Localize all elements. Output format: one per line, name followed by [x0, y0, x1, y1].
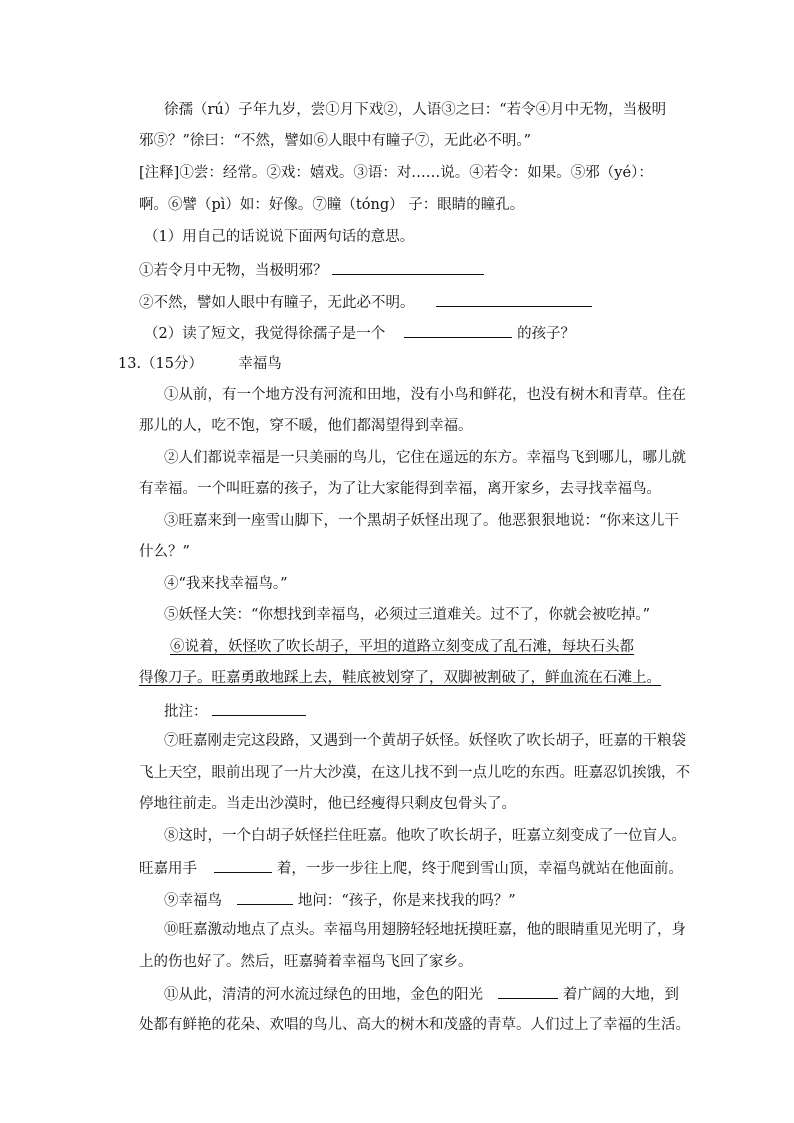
paragraph-7-line-2: 飞上天空，眼前出现了一片大沙漠，在这儿找不到一点儿吃的东西。旺嘉忍饥挨饿，不 [139, 765, 690, 781]
question-1: （1）用自己的话说说下面两句话的意思。 [144, 229, 415, 245]
paragraph-3-line-1: ③旺嘉来到一座雪山脚下，一个黑胡子妖怪出现了。他恶狠狠地说：“你来这儿干 [164, 513, 679, 529]
question-2 [144, 322, 575, 344]
paragraph-9-text-start: ⑨幸福鸟 [164, 893, 222, 909]
paragraph-11-text-end: 着广阔的大地，到 [562, 987, 679, 1003]
annotation-label: 批注： [164, 704, 208, 720]
story-heading [118, 354, 282, 374]
story-title: 幸福鸟 [238, 356, 282, 372]
paragraph-4: ④“我来找幸福鸟。” [164, 576, 288, 592]
paragraph-2-line-1: ②人们都说幸福是一只美丽的鸟儿，它住在遥远的东方。幸福鸟飞到哪儿，哪儿就 [164, 450, 686, 466]
annotation-blank[interactable] [212, 700, 306, 716]
question-2-text-end: 的孩子？ [517, 326, 576, 342]
fill-blank-1[interactable] [214, 857, 272, 873]
classical-text-line-2: 邪⑤？”徐曰：“不然，譬如⑥人眼中有瞳子⑦，无此必不明。” [139, 133, 531, 149]
paragraph-11-text-start: ⑪从此，清清的河水流过绿色的田地，金色的阳光 [164, 987, 483, 1003]
paragraph-2-line-2: 有幸福。一个叫旺嘉的孩子，为了让大家能得到幸福，离开家乡，去寻找幸福鸟。 [139, 481, 661, 497]
paragraph-8-text-start: 旺嘉用手 [139, 861, 197, 877]
paragraph-1-line-1: ①从前，有一个地方没有河流和田地，没有小鸟和鲜花，也没有树木和青草。住在 [164, 387, 686, 403]
paragraph-11-line-2: 处都有鲜艳的花朵、欢唱的鸟儿、高大的树木和茂盛的青草。人们过上了幸福的生活。 [139, 1017, 690, 1033]
fill-blank-2[interactable] [237, 889, 293, 905]
question-1b-text: ②不然，譬如人眼中有瞳子，无此必不明。 [139, 295, 415, 311]
paragraph-9 [164, 889, 516, 911]
answer-blank-1b[interactable] [436, 291, 592, 307]
annotation-line-2: 啊。⑥譬（pì）如：好像。⑦瞳（tóng） 子：眼睛的瞳孔。 [139, 197, 525, 213]
paragraph-8-text-end: 着，一步一步往上爬，终于爬到雪山顶，幸福鸟就站在他面前。 [276, 861, 683, 877]
paragraph-8-line-1: ⑧这时，一个白胡子妖怪拦住旺嘉。他吹了吹长胡子，旺嘉立刻变成了一位盲人。 [164, 828, 686, 844]
paragraph-10-line-2: 上的伤也好了。然后，旺嘉骑着幸福鸟飞回了家乡。 [139, 954, 473, 970]
question-1a-text: ①若令月中无物，当极明邪？ [139, 263, 328, 279]
paragraph-11-line-1 [164, 983, 679, 1005]
question-number: 13.（15分） [118, 356, 204, 372]
paragraph-7-line-3: 停地往前走。当走出沙漠时，他已经瘦得只剩皮包骨头了。 [139, 796, 516, 812]
paragraph-9-text-end: 地问：“孩子，你是来找我的吗？” [297, 893, 516, 909]
paragraph-8-line-2 [139, 857, 683, 879]
paragraph-6-line-1: ⑥说着，妖怪吹了吹长胡子，平坦的道路立刻变成了乱石滩，每块石头都 [170, 639, 634, 655]
question-1a [139, 259, 484, 281]
question-2-text-start: （2）读了短文，我觉得徐孺子是一个 [144, 326, 386, 342]
annotation-line-1: [注释]①尝：经常。②戏：嬉戏。③语：对……说。④若令：如果。⑤邪（yé）： [139, 165, 653, 181]
paragraph-7-line-1: ⑦旺嘉刚走完这段路，又遇到一个黄胡子妖怪。妖怪吹了吹长胡子，旺嘉的干粮袋 [164, 733, 686, 749]
paragraph-1-line-2: 那儿的人，吃不饱，穿不暖，他们都渴望得到幸福。 [139, 418, 473, 434]
fill-blank-3[interactable] [498, 983, 558, 999]
paragraph-3-line-2: 什么？” [139, 544, 190, 560]
annotation-prompt [164, 700, 306, 722]
question-1b [139, 291, 592, 313]
paragraph-6-line-2: 得像刀子。旺嘉勇敢地踩上去，鞋底被划穿了，双脚被割破了，鲜血流在石滩上。 [139, 670, 661, 686]
paragraph-10-line-1: ⑩旺嘉激动地点了点头。幸福鸟用翅膀轻轻地抚摸旺嘉，他的眼睛重见光明了，身 [164, 922, 686, 938]
paragraph-5: ⑤妖怪大笑：“你想找到幸福鸟，必须过三道难关。过不了，你就会被吃掉。” [164, 607, 651, 623]
answer-blank-2[interactable] [404, 322, 512, 338]
answer-blank-1a[interactable] [332, 259, 484, 275]
classical-text-line-1: 徐孺（rú）子年九岁，尝①月下戏②，人语③之曰：“若令④月中无物，当极明 [164, 102, 667, 118]
